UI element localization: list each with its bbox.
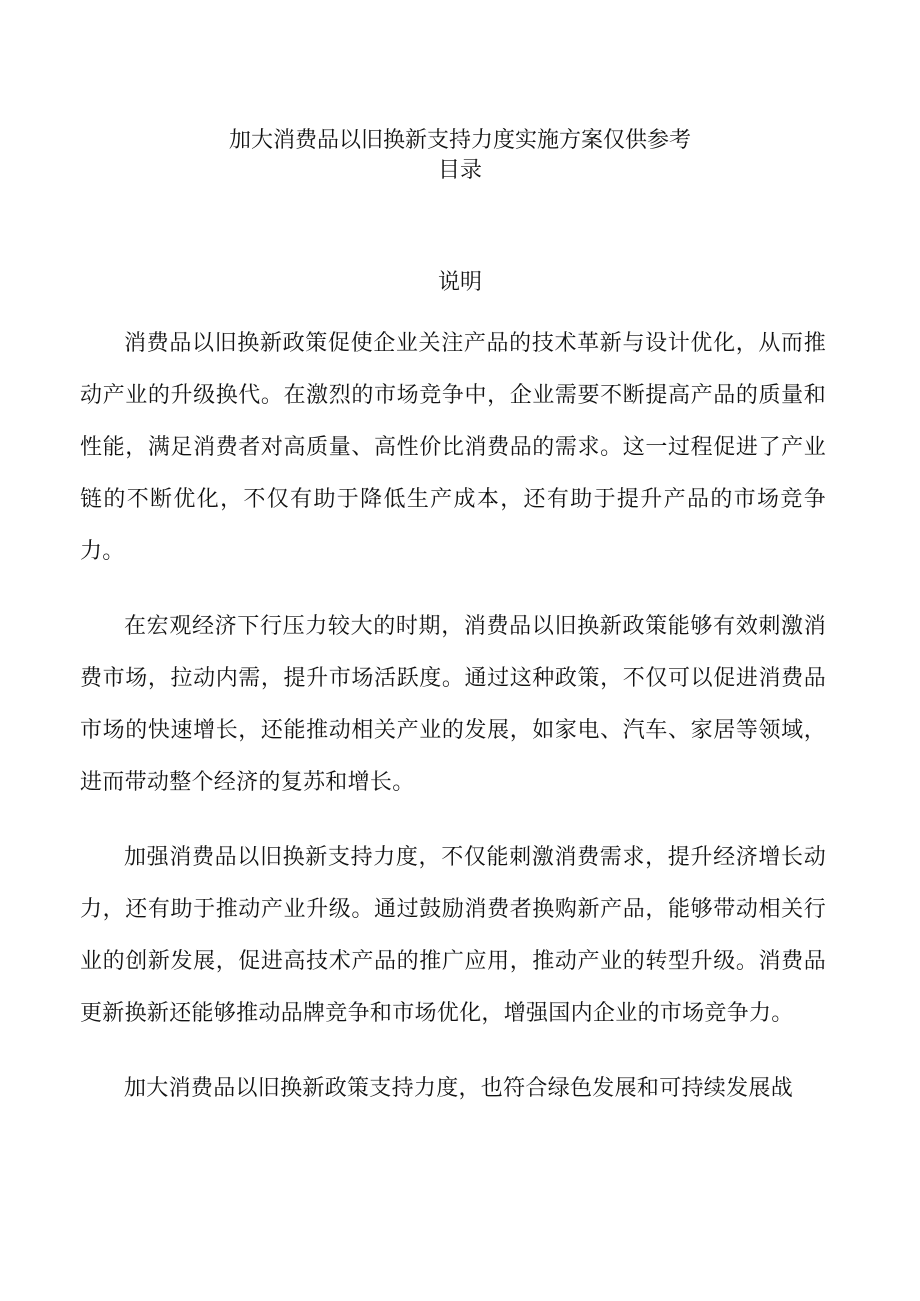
paragraph: 消费品以旧换新政策促使企业关注产品的技术革新与设计优化，从而推动产业的升级换代。在激烈的市场竞争中，企业需要不断提高产品的质量和性能，满足消费者对高质量、高性价比消费品的需求。这一过程促进了产业链的不断优化，不仅有助于降低生产成本，还有助于提升产品的市场竞争力。 xyxy=(80,331,826,564)
section-heading: 说明 xyxy=(437,270,482,295)
paragraph: 加强消费品以旧换新支持力度，不仅能刺激消费需求，提升经济增长动力，还有助于推动产业升级。通过鼓励消费者换购新产品，能够带动相关行业的创新发展，促进高技术产品的推广应用，推动产业的转型升级。消费品更新换新还能够推动品牌竞争和市场优化，增强国内企业的市场竞争力。 xyxy=(80,845,826,1026)
paragraph: 加大消费品以旧换新政策支持力度，也符合绿色发展和可持续发展战 xyxy=(124,1076,794,1101)
toc-label: 目录 xyxy=(437,158,482,183)
document-title: 加大消费品以旧换新支持力度实施方案仅供参考 xyxy=(228,128,691,153)
paragraph: 在宏观经济下行压力较大的时期，消费品以旧换新政策能够有效刺激消费市场，拉动内需，提升市场活跃度。通过这种政策，不仅可以促进消费品市场的快速增长，还能推动相关产业的发展，如家电、汽车、家居等领域，进而带动整个经济的复苏和增长。 xyxy=(80,614,826,795)
document-body xyxy=(80,318,826,1138)
